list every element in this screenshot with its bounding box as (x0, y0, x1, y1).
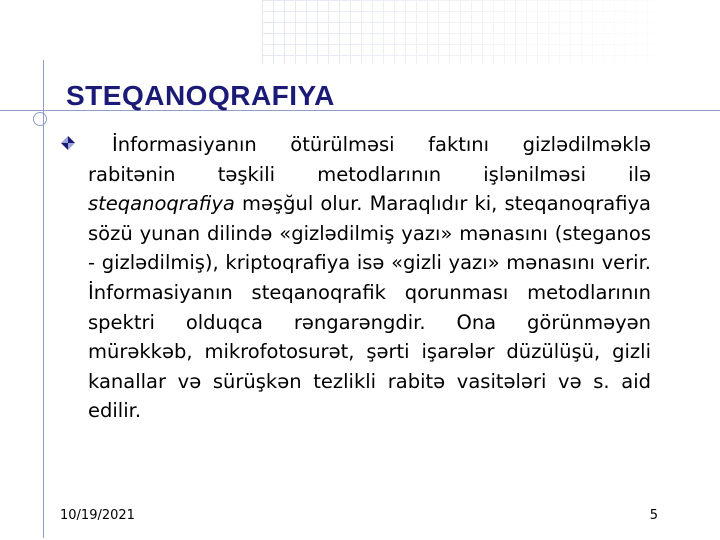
footer-date: 10/19/2021 (60, 508, 135, 523)
body-text-segment-3: məşğul olur. Maraqlıdır ki, steqanoqrafiya sözü yunan dilində «gizlədilmiş yazı» mənasını (steganos - gizlədilmiş), kriptoqrafiya isə «gizli yazı» mənasını verir. İnformasiyanın steqanoqrafik qorunması metodlarının spektri olduqca rəngarəngdir. Ona görünməyən mürəkkəb, mikrofotosurət, şərti işarələr düzülüşü, gizli kanallar və sürüşkən tezlikli rabitə vasitələri və s. aid edilir. (88, 192, 652, 423)
diamond-bullet-icon (61, 136, 75, 150)
decorative-grid (262, 0, 720, 64)
body-text-segment-1: İnformasiyanın ötürülməsi faktını gizlədilməklə rabitənin təşkili metodlarının işlənilməsi ilə (88, 133, 651, 186)
body-paragraph (88, 130, 651, 426)
vertical-accent-line (43, 60, 44, 538)
slide-number: 5 (649, 508, 658, 523)
slide-title: STEQANOQRAFIYA (66, 80, 335, 111)
body-text-italic-term: steqanoqrafiya (88, 192, 235, 216)
accent-circle (33, 112, 47, 126)
